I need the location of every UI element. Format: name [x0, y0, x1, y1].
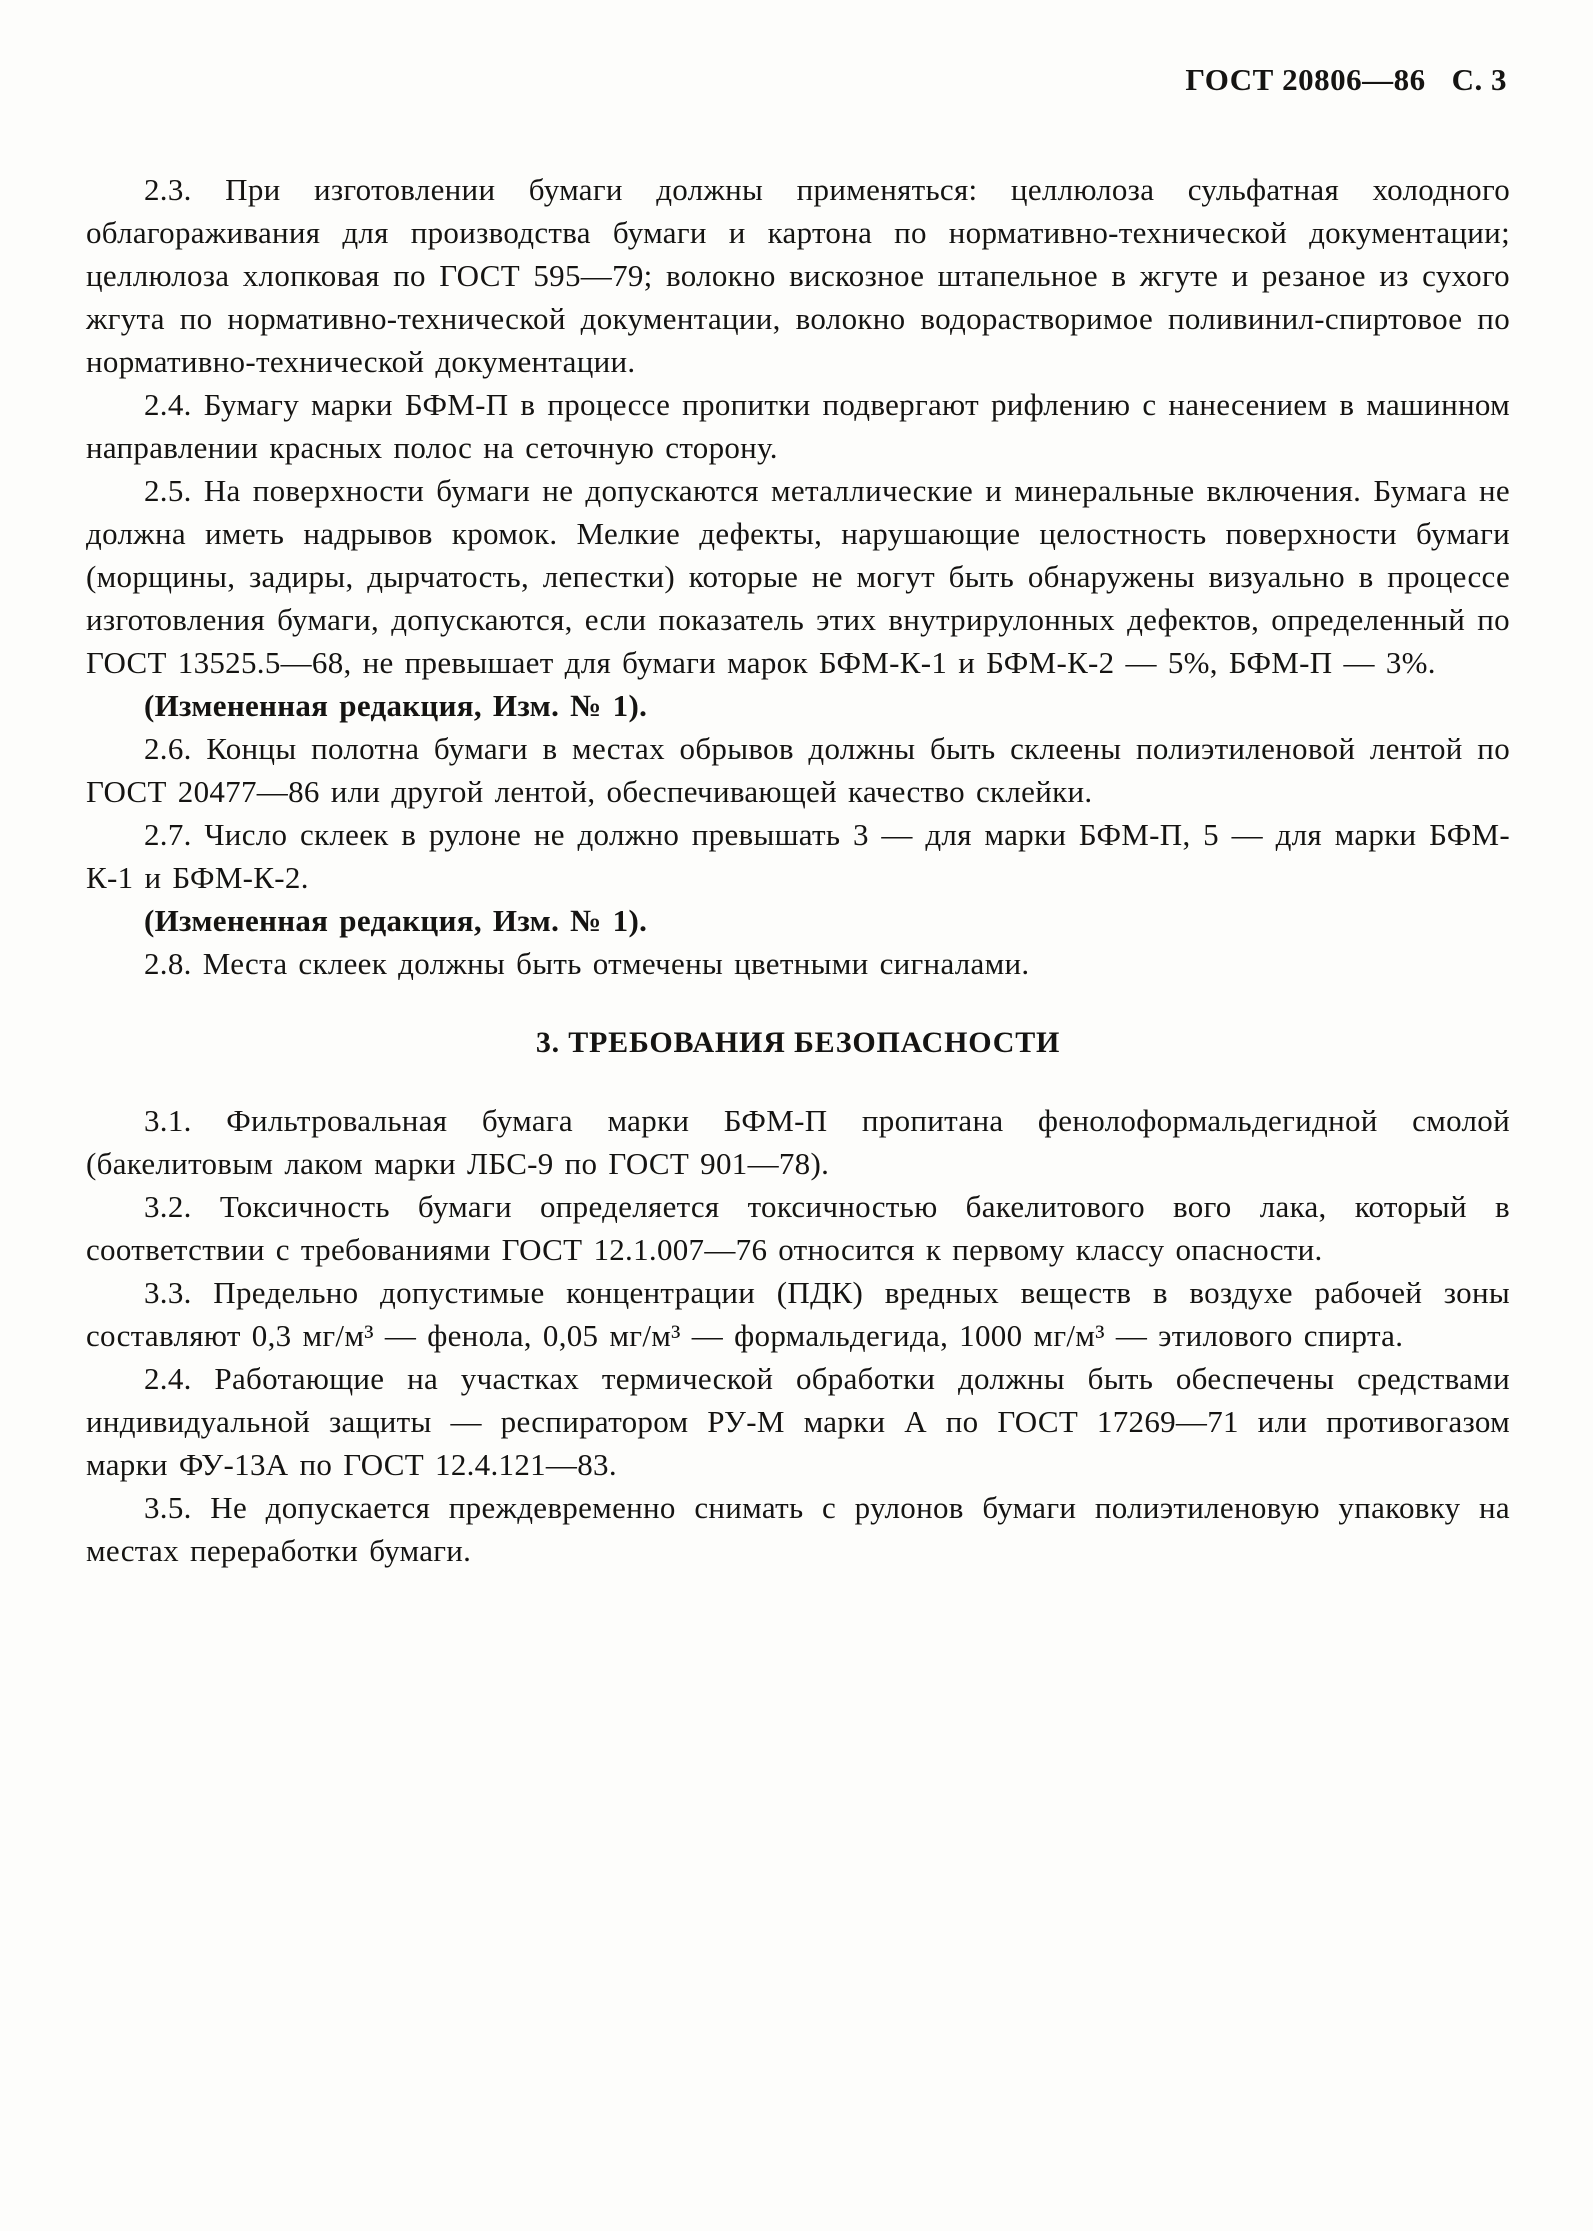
paragraph-2-6: 2.6. Концы полотна бумаги в местах обрывов должны быть склеены полиэтиленовой лентой по ГОСТ 20477—86 или другой лентой, обеспечивающей качество склейки.	[86, 731, 1510, 809]
paragraph-2-5: 2.5. На поверхности бумаги не допускаются металлические и минеральные включения. Бумага не должна иметь надрывов кромок. Мелкие дефекты, нарушающие целостность поверхности бумаги (морщины, задиры, дырчатость, лепестки) которые не могут быть обнаружены визуально в процессе изготовления бумаги, допускаются, если показатель этих внутрирулонных дефектов, определенный по ГОСТ 13525.5—68, не превышает для бумаги марок БФМ-К-1 и БФМ-К-2 — 5%, БФМ-П — 3%.	[86, 473, 1510, 680]
paragraph-3-5: 3.5. Не допускается преждевременно снимать с рулонов бумаги полиэтиленовую упаковку на местах переработки бумаги.	[86, 1490, 1510, 1568]
paragraph-2-3: 2.3. При изготовлении бумаги должны применяться: целлюлоза сульфатная холодного облагораживания для производства бумаги и картона по нормативно-технической документации; целлюлоза хлопковая по ГОСТ 595—79; волокно вискозное штапельное в жгуте и резаное из сухого жгута по нормативно-технической документации, волокно водорастворимое поливинил-спиртовое по нормативно-технической документации.	[86, 172, 1510, 379]
amendment-note: (Измененная редакция, Изм. № 1).	[144, 903, 648, 938]
amendment-note: (Измененная редакция, Изм. № 1).	[144, 688, 648, 723]
paragraph-3-1: 3.1. Фильтровальная бумага марки БФМ-П пропитана фенолоформальдегидной смолой (бакелитовым лаком марки ЛБС-9 по ГОСТ 901—78).	[86, 1103, 1510, 1181]
paragraph-3-3: 3.3. Предельно допустимые концентрации (ПДК) вредных веществ в воздухе рабочей зоны составляют 0,3 мг/м³ — фенола, 0,05 мг/м³ — формальдегида, 1000 мг/м³ — этилового спирта.	[86, 1275, 1510, 1353]
paragraph-3-4: 2.4. Работающие на участках термической обработки должны быть обеспечены средствами индивидуальной защиты — респиратором РУ-М марки А по ГОСТ 17269—71 или противогазом марки ФУ-13А по ГОСТ 12.4.121—83.	[86, 1361, 1510, 1482]
paragraph-2-8: 2.8. Места склеек должны быть отмечены цветными сигналами.	[144, 946, 1030, 981]
paragraph-2-4: 2.4. Бумагу марки БФМ-П в процессе пропитки подвергают рифлению с нанесением в машинном направлении красных полос на сеточную сторону.	[86, 387, 1510, 465]
page-header	[1185, 62, 1507, 98]
doc-number: ГОСТ 20806—86	[1185, 62, 1426, 97]
page-number: С. 3	[1451, 62, 1507, 97]
document-body	[86, 168, 1510, 1572]
paragraph-3-2: 3.2. Токсичность бумаги определяется токсичностью бакелитового вого лака, который в соответствии с требованиями ГОСТ 12.1.007—76 относится к первому классу опасности.	[86, 1189, 1510, 1267]
section-heading-safety: 3. ТРЕБОВАНИЯ БЕЗОПАСНОСТИ	[535, 1026, 1061, 1059]
paragraph-2-7: 2.7. Число склеек в рулоне не должно превышать 3 — для марки БФМ-П, 5 — для марки БФМ-К-1 и БФМ-К-2.	[86, 817, 1510, 895]
